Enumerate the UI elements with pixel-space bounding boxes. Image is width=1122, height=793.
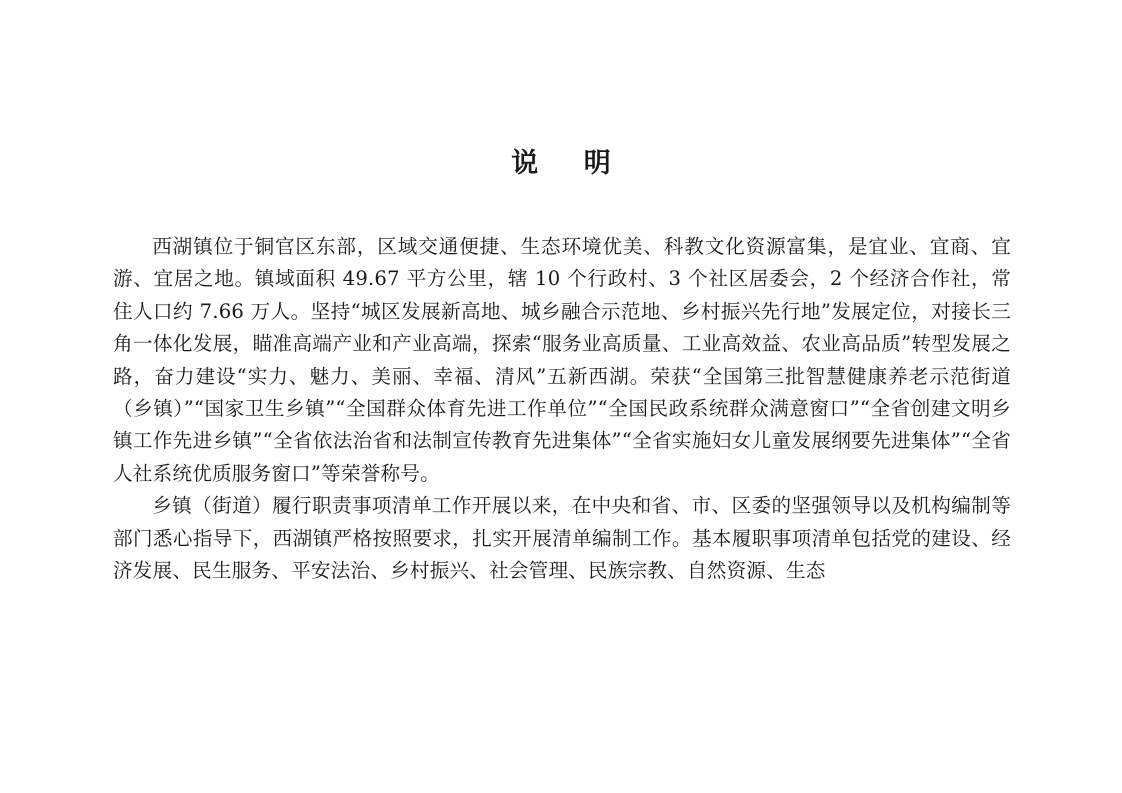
page-title: 说 明 bbox=[511, 148, 629, 179]
document-body bbox=[113, 231, 1011, 587]
paragraph-intro: 西湖镇位于铜官区东部，区域交通便捷、生态环境优美、科教文化资源富集，是宜业、宜商、宜游、宜居之地。镇域面积 49.67 平方公里，辖 10 个行政村、3 个社区居委会，2 个经济合作社，常住人口约 7.66 万人。坚持“城区发展新高地、城乡融合示范地、乡村振兴先行地”发展定位，对接长三角一体化发展，瞄准高端产业和产业高端，探索“服务业高质量、工业高效益、农业高品质”转型发展之路，奋力建设“实力、魅力、美丽、幸福、清风”五新西湖。荣获“全国第三批智慧健康养老示范街道（乡镇）”“国家卫生乡镇”“全国群众体育先进工作单位”“全国民政系统群众满意窗口”“全省创建文明乡镇工作先进乡镇”“全省依法治省和法制宣传教育先进集体”“全省实施妇女儿童发展纲要先进集体”“全省人社系统优质服务窗口”等荣誉称号。 bbox=[113, 235, 1011, 485]
paragraph-work: 乡镇（街道）履行职责事项清单工作开展以来，在中央和省、市、区委的坚强领导以及机构编制等部门悉心指导下，西湖镇严格按照要求，扎实开展清单编制工作。基本履职事项清单包括党的建设、经济发展、民生服务、平安法治、乡村振兴、社会管理、民族宗教、自然资源、生态 bbox=[113, 494, 1011, 583]
